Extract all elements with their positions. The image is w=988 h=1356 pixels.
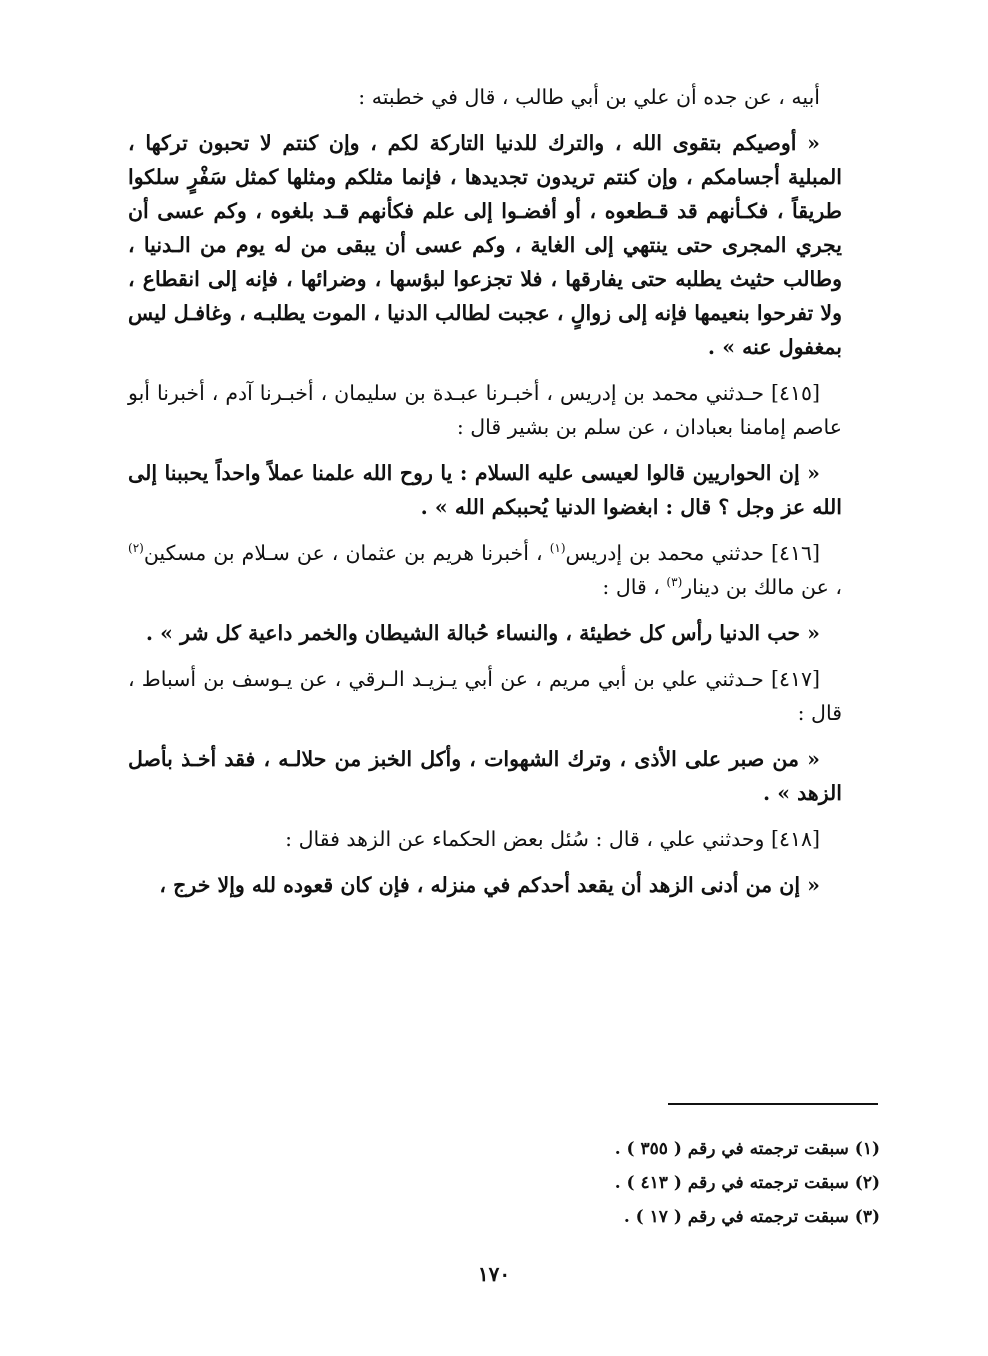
footnote-marker: (١) [549,541,566,556]
paragraph-text: [٤١٨] وحدثني علي ، قال : سُئل بعض الحكماء عن الزهد فقال : [285,827,820,851]
quote-paragraph [128,616,842,650]
paragraph-text: ، قال : [602,575,667,599]
paragraph-text: [٤١٥] حـدثني محمد بن إدريس ، أخبـرنا عبـدة بن سليمان ، أخبـرنا آدم ، أخبرنا أبو عاصم إمامنا بعبادان ، عن سلم بن بشير قال : [128,381,842,439]
paragraph-text: [٤١٦] حدثني محمد بن إدريس [565,541,820,565]
page-number: ١٧٠ [477,1262,511,1286]
quote-paragraph [128,742,842,810]
paragraph-text: « أوصيكم بتقوى الله ، والترك للدنيا التاركة لكم ، وإن كنتم لا تحبون تركها ، المبلية أجسامكم ، وإن كنتم تريدون تجديدها ، فإنما مثلكم ومثلها كمثل سَفْرٍ سلكوا طريقاً ، فكـأنهم قد قـطعوه ، أو أفضـوا إلى علم فكأنهم قـد بلغوه ، وكم عسى أن يجري المجرى حتى ينتهي إلى الغاية ، وكم عسى أن يبقى من له يوم من الـدنيا ، وطالب حثيث يطلبه حتى يفارقها ، فلا تجزعوا لبؤسها ، وضرائها ، فإنه إلى انقطاع ، ولا تفرحوا بنعيمها فإنه إلى زوالٍ ، عجبت لطالب الدنيا ، الموت يطلبـه ، وغافـل ليس بمغفول عنه » . [128,131,842,359]
paragraph-text: « إن من أدنى الزهد أن يقعد أحدكم في منزله ، فإن كان قعوده لله وإلا خرج ، [159,873,820,897]
footnotes [500,1132,880,1234]
paragraph-text: ، عن مالك بن دينار [682,575,842,599]
paragraph-text: [٤١٧] حـدثني علي بن أبي مريم ، عن أبي يـزيـد الـرقي ، عن يـوسف بن أسباط ، قال : [128,667,842,725]
footnote: (١) سبقت ترجمته في رقم ( ٣٥٥ ) . [614,1139,880,1159]
quote-paragraph [128,456,842,524]
narration-paragraph [128,662,842,730]
narration-paragraph [128,80,842,114]
footnote: (٣) سبقت ترجمته في رقم ( ١٧ ) . [623,1207,880,1227]
narration-paragraph [128,376,842,444]
paragraph-text: أبيه ، عن جده أن علي بن أبي طالب ، قال في خطبته : [358,85,820,109]
paragraph-text: « حب الدنيا رأس كل خطيئة ، والنساء حُبالة الشيطان والخمر داعية كل شر » . [145,621,820,645]
footnote: (٢) سبقت ترجمته في رقم ( ٤١٣ ) . [614,1173,880,1193]
footnote-divider [668,1103,878,1105]
paragraph-text: ، أخبرنا هريم بن عثمان ، عن سـلام بن مسكين [143,541,550,565]
narration-paragraph [128,536,842,604]
body-text [128,80,842,914]
quote-paragraph [128,126,842,364]
paragraph-text: « من صبر على الأذى ، وترك الشهوات ، وأكل الخبز من حلالـه ، فقد أخـذ بأصل الزهد » . [128,747,842,805]
quote-paragraph [128,868,842,902]
footnote-marker: (٢) [128,541,144,556]
narration-paragraph [128,822,842,856]
paragraph-text: « إن الحواريين قالوا لعيسى عليه السلام : يا روح الله علمنا عملاً واحداً يحببنا إلى الله عز وجل ؟ قال : ابغضوا الدنيا يُحببكم الله » . [128,461,842,519]
footnote-marker: (٣) [666,575,683,590]
